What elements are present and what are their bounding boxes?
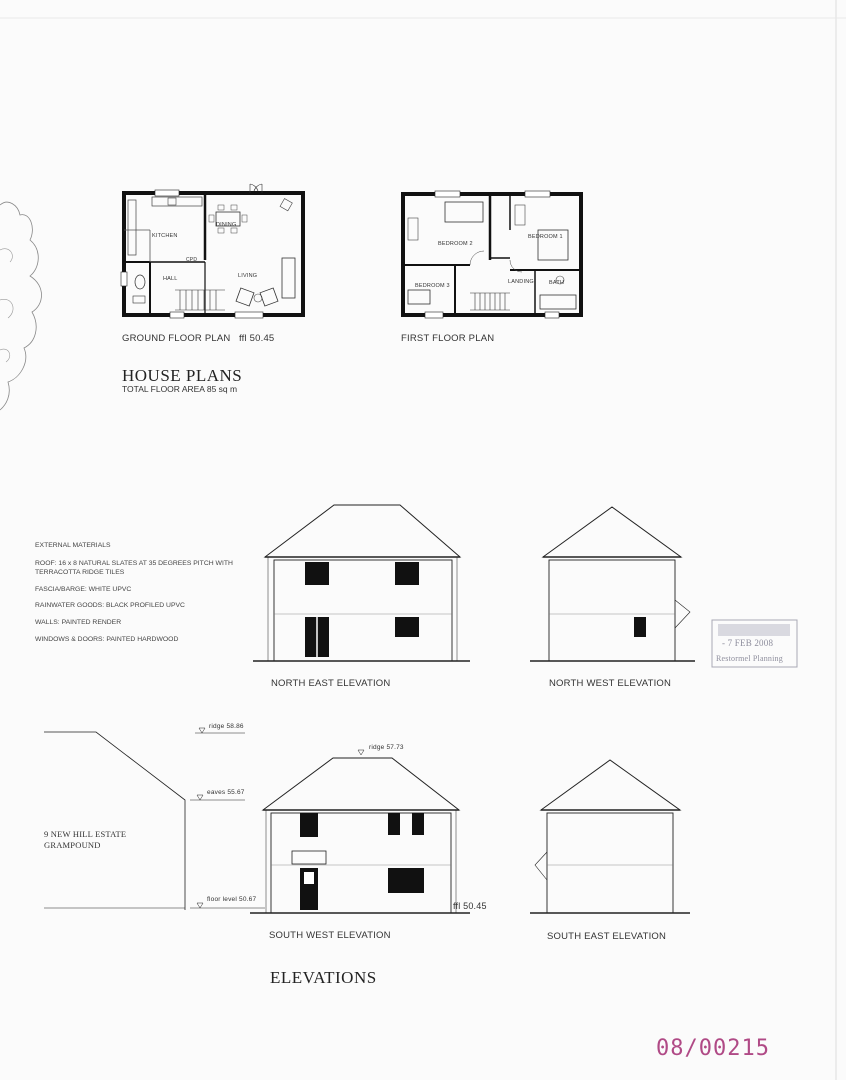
materials-windows: WINDOWS & DOORS: PAINTED HARDWOOD bbox=[35, 636, 179, 643]
ground-floor-level: ffl 50.45 bbox=[238, 333, 275, 344]
floor-level-neighbour: floor level 50.67 bbox=[207, 896, 257, 903]
ffl-level: ffl 50.45 bbox=[453, 901, 487, 911]
materials-walls: WALLS: PAINTED RENDER bbox=[35, 619, 122, 626]
neighbour-name: 9 NEW HILL ESTATE bbox=[44, 829, 127, 839]
floor-area-subtitle: TOTAL FLOOR AREA 85 sq m bbox=[122, 384, 238, 394]
stamp-date: - 7 FEB 2008 bbox=[722, 638, 774, 648]
ground-floor-label: GROUND FLOOR PLAN bbox=[122, 333, 231, 344]
elevations-title: ELEVATIONS bbox=[270, 968, 377, 987]
room-label-living: LIVING bbox=[238, 273, 258, 279]
neighbour-place: GRAMPOUND bbox=[44, 840, 101, 850]
room-label-cpd: CPD bbox=[186, 257, 198, 263]
materials-roof-continued: TERRACOTTA RIDGE TILES bbox=[35, 569, 125, 576]
house-plans-title: HOUSE PLANS bbox=[122, 366, 243, 385]
stamp-department: Restormel Planning bbox=[716, 654, 783, 663]
ridge-neighbour-level: ridge 58.86 bbox=[209, 723, 244, 730]
north-east-elevation-label: NORTH EAST ELEVATION bbox=[271, 678, 391, 689]
materials-rainwater: RAINWATER GOODS: BLACK PROFILED UPVC bbox=[35, 602, 185, 609]
materials-roof: ROOF: 16 x 8 NATURAL SLATES AT 35 DEGREES PITCH WITH bbox=[35, 560, 233, 567]
ridge-house-level: ridge 57.73 bbox=[369, 744, 404, 751]
ground-floor-caption bbox=[122, 333, 274, 344]
room-label-bath: BATH bbox=[549, 280, 565, 286]
north-west-elevation-label: NORTH WEST ELEVATION bbox=[549, 678, 672, 689]
materials-fascia: FASCIA/BARGE: WHITE UPVC bbox=[35, 586, 132, 593]
room-label-bedroom-3: BEDROOM 3 bbox=[415, 283, 450, 289]
first-floor-label: FIRST FLOOR PLAN bbox=[401, 333, 495, 344]
first-floor-plan bbox=[403, 191, 581, 318]
south-west-elevation-label: SOUTH WEST ELEVATION bbox=[269, 930, 391, 941]
ground-floor-plan bbox=[121, 184, 303, 318]
south-west-elevation-drawing bbox=[44, 728, 470, 913]
north-west-elevation-drawing bbox=[530, 507, 695, 661]
tree-outline bbox=[0, 202, 42, 410]
room-label-bedroom-1: BEDROOM 1 bbox=[528, 234, 563, 240]
room-label-bedroom-2: BEDROOM 2 bbox=[438, 241, 473, 247]
room-label-dining: DINING bbox=[216, 222, 237, 228]
room-label-landing: LANDING bbox=[508, 279, 534, 285]
north-east-elevation-drawing bbox=[253, 505, 470, 661]
eaves-neighbour-level: eaves 55.67 bbox=[207, 789, 245, 796]
materials-heading: EXTERNAL MATERIALS bbox=[35, 542, 111, 549]
south-east-elevation-drawing bbox=[530, 760, 690, 913]
south-east-elevation-label: SOUTH EAST ELEVATION bbox=[547, 931, 667, 942]
application-reference: 08/00215 bbox=[656, 1036, 770, 1061]
room-label-kitchen: KITCHEN bbox=[152, 233, 178, 239]
room-label-hall: HALL bbox=[163, 276, 178, 282]
